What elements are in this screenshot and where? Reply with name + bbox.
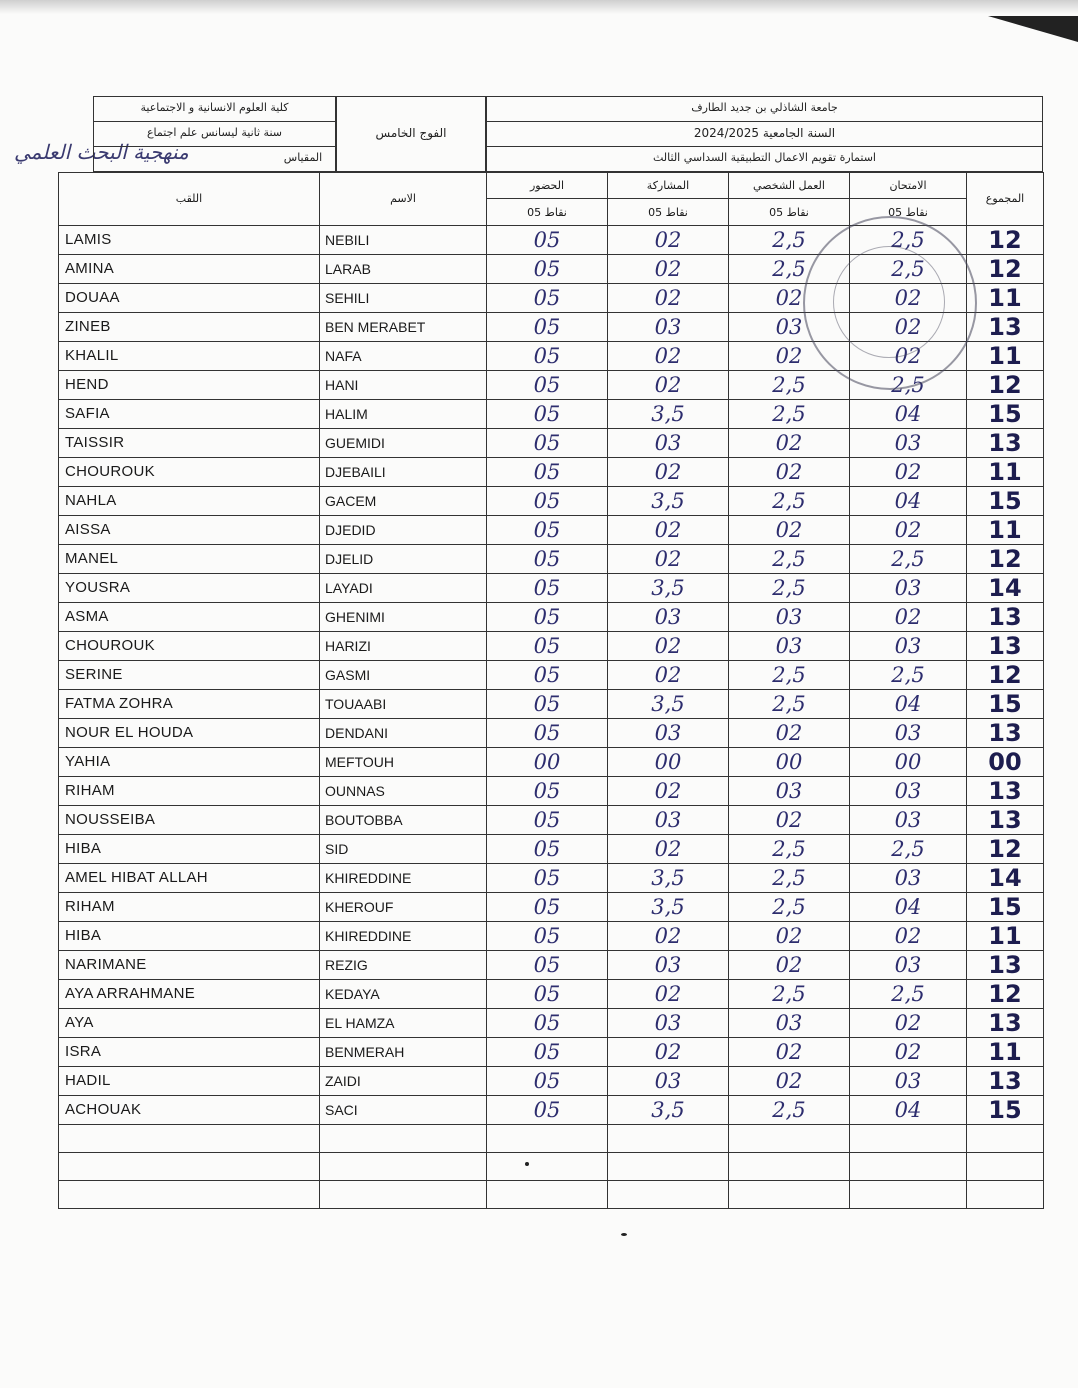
participation-mark: 3,5 bbox=[608, 1095, 729, 1124]
empty-row bbox=[59, 1124, 1044, 1152]
col-lastname: اللقب bbox=[59, 173, 320, 226]
total-mark: 12 bbox=[967, 370, 1044, 399]
academic-year: السنة الجامعية 2024/2025 bbox=[693, 126, 836, 140]
table-row bbox=[59, 950, 1044, 979]
student-lastname: AMEL HIBAT ALLAH bbox=[59, 863, 320, 892]
student-lastname: SERINE bbox=[59, 660, 320, 689]
empty-cell bbox=[967, 1152, 1044, 1180]
participation-mark: 03 bbox=[608, 718, 729, 747]
empty-cell bbox=[608, 1152, 729, 1180]
personal-work-mark: 02 bbox=[729, 515, 850, 544]
student-lastname: ACHOUAK bbox=[59, 1095, 320, 1124]
table-row bbox=[59, 486, 1044, 515]
exam-mark: 03 bbox=[850, 1066, 967, 1095]
exam-mark: 03 bbox=[850, 573, 967, 602]
exam-mark: 02 bbox=[850, 515, 967, 544]
col-total: المجموع bbox=[967, 173, 1044, 226]
col-personal-work: العمل الشخصي bbox=[729, 173, 850, 199]
personal-work-mark: 02 bbox=[729, 457, 850, 486]
attendance-mark: 05 bbox=[487, 370, 608, 399]
total-mark: 12 bbox=[967, 225, 1044, 254]
sheet-header bbox=[93, 96, 1043, 172]
student-firstname: GACEM bbox=[320, 486, 487, 515]
attendance-mark: 05 bbox=[487, 1095, 608, 1124]
student-firstname: GASMI bbox=[320, 660, 487, 689]
student-lastname: YAHIA bbox=[59, 747, 320, 776]
total-mark: 15 bbox=[967, 892, 1044, 921]
table-row bbox=[59, 515, 1044, 544]
attendance-mark: 05 bbox=[487, 1066, 608, 1095]
personal-work-mark: 02 bbox=[729, 950, 850, 979]
empty-cell bbox=[967, 1124, 1044, 1152]
total-mark: 13 bbox=[967, 631, 1044, 660]
student-firstname: GHENIMI bbox=[320, 602, 487, 631]
empty-row bbox=[59, 1180, 1044, 1208]
participation-mark: 03 bbox=[608, 428, 729, 457]
student-firstname: NEBILI bbox=[320, 225, 487, 254]
study-level: سنة ثانية ليسانس علم اجتماع bbox=[146, 126, 282, 139]
personal-work-mark: 02 bbox=[729, 921, 850, 950]
student-firstname: KEDAYA bbox=[320, 979, 487, 1008]
attendance-mark: 05 bbox=[487, 631, 608, 660]
personal-work-mark: 2,5 bbox=[729, 1095, 850, 1124]
total-mark: 11 bbox=[967, 341, 1044, 370]
student-firstname: DJELID bbox=[320, 544, 487, 573]
participation-mark: 03 bbox=[608, 1008, 729, 1037]
student-lastname: AMINA bbox=[59, 254, 320, 283]
personal-work-mark: 02 bbox=[729, 805, 850, 834]
student-lastname: NAHLA bbox=[59, 486, 320, 515]
total-mark: 15 bbox=[967, 1095, 1044, 1124]
student-firstname: SEHILI bbox=[320, 283, 487, 312]
personal-work-mark: 2,5 bbox=[729, 689, 850, 718]
attendance-mark: 05 bbox=[487, 718, 608, 747]
table-row bbox=[59, 399, 1044, 428]
student-lastname: DOUAA bbox=[59, 283, 320, 312]
personal-work-mark: 00 bbox=[729, 747, 850, 776]
personal-work-mark: 03 bbox=[729, 776, 850, 805]
attendance-mark: 05 bbox=[487, 660, 608, 689]
scan-speck bbox=[525, 1162, 529, 1166]
participation-mark: 02 bbox=[608, 370, 729, 399]
col-firstname: الاسم bbox=[320, 173, 487, 226]
attendance-mark: 05 bbox=[487, 457, 608, 486]
personal-work-mark: 02 bbox=[729, 341, 850, 370]
student-lastname: AISSA bbox=[59, 515, 320, 544]
scan-corner-mark bbox=[988, 16, 1078, 42]
sheet-title: استمارة تقويم الاعمال التطبيقية السداسي الثالث bbox=[653, 151, 876, 164]
empty-cell bbox=[487, 1180, 608, 1208]
scan-top-shadow bbox=[0, 0, 1078, 14]
attendance-mark: 05 bbox=[487, 1008, 608, 1037]
total-mark: 13 bbox=[967, 718, 1044, 747]
personal-work-mark: 02 bbox=[729, 428, 850, 457]
student-firstname: MEFTOUH bbox=[320, 747, 487, 776]
attendance-mark: 05 bbox=[487, 892, 608, 921]
participation-mark: 03 bbox=[608, 1066, 729, 1095]
table-row bbox=[59, 428, 1044, 457]
student-firstname: KHIREDDINE bbox=[320, 863, 487, 892]
table-row bbox=[59, 863, 1044, 892]
total-mark: 13 bbox=[967, 1066, 1044, 1095]
exam-mark: 02 bbox=[850, 921, 967, 950]
participation-mark: 3,5 bbox=[608, 486, 729, 515]
student-lastname: TAISSIR bbox=[59, 428, 320, 457]
empty-cell bbox=[850, 1124, 967, 1152]
student-lastname: ISRA bbox=[59, 1037, 320, 1066]
total-mark: 13 bbox=[967, 602, 1044, 631]
empty-row bbox=[59, 1152, 1044, 1180]
university-name: جامعة الشاذلي بن جديد الطارف bbox=[691, 101, 838, 114]
exam-mark: 03 bbox=[850, 718, 967, 747]
exam-mark: 2,5 bbox=[850, 834, 967, 863]
participation-mark: 02 bbox=[608, 776, 729, 805]
personal-work-mark: 2,5 bbox=[729, 892, 850, 921]
table-row bbox=[59, 631, 1044, 660]
exam-mark: 02 bbox=[850, 602, 967, 631]
attendance-mark: 05 bbox=[487, 399, 608, 428]
student-lastname: RIHAM bbox=[59, 776, 320, 805]
participation-mark: 02 bbox=[608, 544, 729, 573]
student-lastname: HADIL bbox=[59, 1066, 320, 1095]
exam-mark: 2,5 bbox=[850, 254, 967, 283]
student-lastname: HIBA bbox=[59, 834, 320, 863]
participation-mark: 02 bbox=[608, 834, 729, 863]
participation-mark: 02 bbox=[608, 1037, 729, 1066]
exam-mark: 2,5 bbox=[850, 660, 967, 689]
student-firstname: BOUTOBBA bbox=[320, 805, 487, 834]
personal-work-mark: 2,5 bbox=[729, 486, 850, 515]
personal-work-mark: 02 bbox=[729, 718, 850, 747]
personal-work-mark: 2,5 bbox=[729, 544, 850, 573]
exam-mark: 02 bbox=[850, 283, 967, 312]
col-exam: الامتحان bbox=[850, 173, 967, 199]
personal-work-mark: 2,5 bbox=[729, 225, 850, 254]
attendance-mark: 05 bbox=[487, 805, 608, 834]
attendance-mark: 05 bbox=[487, 428, 608, 457]
table-row bbox=[59, 805, 1044, 834]
student-lastname: SAFIA bbox=[59, 399, 320, 428]
empty-cell bbox=[320, 1180, 487, 1208]
empty-cell bbox=[487, 1152, 608, 1180]
student-lastname: ZINEB bbox=[59, 312, 320, 341]
total-mark: 11 bbox=[967, 1037, 1044, 1066]
student-firstname: BEN MERABET bbox=[320, 312, 487, 341]
table-row bbox=[59, 776, 1044, 805]
participation-mark: 02 bbox=[608, 515, 729, 544]
participation-mark: 03 bbox=[608, 312, 729, 341]
total-mark: 00 bbox=[967, 747, 1044, 776]
participation-mark: 03 bbox=[608, 602, 729, 631]
points-attendance: 05 نقاط bbox=[487, 199, 608, 225]
total-mark: 13 bbox=[967, 776, 1044, 805]
total-mark: 12 bbox=[967, 660, 1044, 689]
personal-work-mark: 2,5 bbox=[729, 660, 850, 689]
handwritten-module: منهجية البحث العلمي bbox=[14, 140, 189, 164]
empty-cell bbox=[850, 1152, 967, 1180]
participation-mark: 02 bbox=[608, 457, 729, 486]
exam-mark: 03 bbox=[850, 631, 967, 660]
empty-cell bbox=[608, 1180, 729, 1208]
participation-mark: 02 bbox=[608, 631, 729, 660]
attendance-mark: 05 bbox=[487, 1037, 608, 1066]
table-row bbox=[59, 544, 1044, 573]
personal-work-mark: 03 bbox=[729, 1008, 850, 1037]
exam-mark: 03 bbox=[850, 428, 967, 457]
exam-mark: 04 bbox=[850, 892, 967, 921]
student-firstname: LAYADI bbox=[320, 573, 487, 602]
total-mark: 11 bbox=[967, 283, 1044, 312]
personal-work-mark: 03 bbox=[729, 631, 850, 660]
attendance-mark: 05 bbox=[487, 312, 608, 341]
student-lastname: LAMIS bbox=[59, 225, 320, 254]
student-firstname: HANI bbox=[320, 370, 487, 399]
empty-cell bbox=[59, 1180, 320, 1208]
table-row bbox=[59, 573, 1044, 602]
exam-mark: 2,5 bbox=[850, 225, 967, 254]
participation-mark: 02 bbox=[608, 341, 729, 370]
grade-sheet bbox=[58, 96, 1043, 1124]
attendance-mark: 05 bbox=[487, 225, 608, 254]
student-firstname: SID bbox=[320, 834, 487, 863]
total-mark: 13 bbox=[967, 1008, 1044, 1037]
empty-cell bbox=[320, 1124, 487, 1152]
student-firstname: KHEROUF bbox=[320, 892, 487, 921]
empty-cell bbox=[729, 1152, 850, 1180]
empty-cell bbox=[967, 1180, 1044, 1208]
student-lastname: KHALIL bbox=[59, 341, 320, 370]
student-lastname: CHOUROUK bbox=[59, 457, 320, 486]
attendance-mark: 05 bbox=[487, 254, 608, 283]
table-row bbox=[59, 834, 1044, 863]
student-firstname: OUNNAS bbox=[320, 776, 487, 805]
empty-cell bbox=[320, 1152, 487, 1180]
attendance-mark: 05 bbox=[487, 573, 608, 602]
table-row bbox=[59, 1008, 1044, 1037]
exam-mark: 04 bbox=[850, 689, 967, 718]
table-row bbox=[59, 892, 1044, 921]
exam-mark: 02 bbox=[850, 312, 967, 341]
attendance-mark: 05 bbox=[487, 834, 608, 863]
exam-mark: 02 bbox=[850, 457, 967, 486]
student-lastname: MANEL bbox=[59, 544, 320, 573]
student-firstname: TOUAABI bbox=[320, 689, 487, 718]
personal-work-mark: 2,5 bbox=[729, 834, 850, 863]
personal-work-mark: 02 bbox=[729, 1037, 850, 1066]
student-lastname: HEND bbox=[59, 370, 320, 399]
personal-work-mark: 2,5 bbox=[729, 370, 850, 399]
participation-mark: 3,5 bbox=[608, 399, 729, 428]
faculty-name: كلية العلوم الانسانية و الاجتماعية bbox=[140, 101, 289, 114]
personal-work-mark: 2,5 bbox=[729, 254, 850, 283]
table-row bbox=[59, 1066, 1044, 1095]
attendance-mark: 05 bbox=[487, 689, 608, 718]
attendance-mark: 05 bbox=[487, 776, 608, 805]
student-firstname: NAFA bbox=[320, 341, 487, 370]
student-firstname: REZIG bbox=[320, 950, 487, 979]
exam-mark: 2,5 bbox=[850, 544, 967, 573]
empty-cell bbox=[850, 1180, 967, 1208]
student-firstname: LARAB bbox=[320, 254, 487, 283]
total-mark: 12 bbox=[967, 979, 1044, 1008]
table-row bbox=[59, 979, 1044, 1008]
col-attendance: الحضور bbox=[487, 173, 608, 199]
student-firstname: HALIM bbox=[320, 399, 487, 428]
total-mark: 12 bbox=[967, 834, 1044, 863]
total-mark: 12 bbox=[967, 254, 1044, 283]
attendance-mark: 05 bbox=[487, 341, 608, 370]
participation-mark: 02 bbox=[608, 660, 729, 689]
points-participation: 05 نقاط bbox=[608, 199, 729, 225]
exam-mark: 02 bbox=[850, 1037, 967, 1066]
student-lastname: RIHAM bbox=[59, 892, 320, 921]
participation-mark: 00 bbox=[608, 747, 729, 776]
participation-mark: 3,5 bbox=[608, 892, 729, 921]
student-lastname: NARIMANE bbox=[59, 950, 320, 979]
total-mark: 13 bbox=[967, 428, 1044, 457]
points-exam: 05 نقاط bbox=[850, 199, 967, 225]
empty-cell bbox=[729, 1124, 850, 1152]
exam-mark: 04 bbox=[850, 1095, 967, 1124]
empty-cell bbox=[59, 1152, 320, 1180]
exam-mark: 03 bbox=[850, 805, 967, 834]
participation-mark: 02 bbox=[608, 921, 729, 950]
student-firstname: BENMERAH bbox=[320, 1037, 487, 1066]
personal-work-mark: 2,5 bbox=[729, 399, 850, 428]
total-mark: 15 bbox=[967, 399, 1044, 428]
empty-cell bbox=[487, 1124, 608, 1152]
participation-mark: 02 bbox=[608, 283, 729, 312]
table-row bbox=[59, 1037, 1044, 1066]
participation-mark: 03 bbox=[608, 805, 729, 834]
attendance-mark: 05 bbox=[487, 602, 608, 631]
exam-mark: 03 bbox=[850, 950, 967, 979]
table-row bbox=[59, 921, 1044, 950]
exam-mark: 02 bbox=[850, 341, 967, 370]
table-row bbox=[59, 660, 1044, 689]
participation-mark: 02 bbox=[608, 254, 729, 283]
student-firstname: DENDANI bbox=[320, 718, 487, 747]
attendance-mark: 05 bbox=[487, 950, 608, 979]
scan-speck bbox=[621, 1233, 627, 1236]
personal-work-mark: 2,5 bbox=[729, 573, 850, 602]
participation-mark: 02 bbox=[608, 979, 729, 1008]
points-personal-work: 05 نقاط bbox=[729, 199, 850, 225]
participation-mark: 3,5 bbox=[608, 689, 729, 718]
total-mark: 15 bbox=[967, 689, 1044, 718]
attendance-mark: 05 bbox=[487, 921, 608, 950]
student-lastname: YOUSRA bbox=[59, 573, 320, 602]
total-mark: 11 bbox=[967, 457, 1044, 486]
student-lastname: AYA ARRAHMANE bbox=[59, 979, 320, 1008]
attendance-mark: 05 bbox=[487, 283, 608, 312]
personal-work-mark: 02 bbox=[729, 1066, 850, 1095]
attendance-mark: 05 bbox=[487, 515, 608, 544]
table-row bbox=[59, 718, 1044, 747]
student-lastname: CHOUROUK bbox=[59, 631, 320, 660]
student-firstname: KHIREDDINE bbox=[320, 921, 487, 950]
participation-mark: 03 bbox=[608, 950, 729, 979]
participation-mark: 3,5 bbox=[608, 573, 729, 602]
col-participation: المشاركة bbox=[608, 173, 729, 199]
student-lastname: NOUR EL HOUDA bbox=[59, 718, 320, 747]
total-mark: 14 bbox=[967, 573, 1044, 602]
empty-cell bbox=[608, 1124, 729, 1152]
official-stamp-inner bbox=[833, 246, 945, 358]
personal-work-mark: 03 bbox=[729, 602, 850, 631]
table-row bbox=[59, 457, 1044, 486]
exam-mark: 03 bbox=[850, 776, 967, 805]
exam-mark: 2,5 bbox=[850, 979, 967, 1008]
student-firstname: GUEMIDI bbox=[320, 428, 487, 457]
student-firstname: HARIZI bbox=[320, 631, 487, 660]
empty-cell bbox=[729, 1180, 850, 1208]
total-mark: 14 bbox=[967, 863, 1044, 892]
group-name: الفوج الخامس bbox=[375, 126, 447, 140]
total-mark: 12 bbox=[967, 544, 1044, 573]
student-lastname: AYA bbox=[59, 1008, 320, 1037]
table-row bbox=[59, 747, 1044, 776]
student-firstname: DJEDID bbox=[320, 515, 487, 544]
attendance-mark: 05 bbox=[487, 544, 608, 573]
exam-mark: 02 bbox=[850, 1008, 967, 1037]
table-row bbox=[59, 1095, 1044, 1124]
participation-mark: 02 bbox=[608, 225, 729, 254]
total-mark: 15 bbox=[967, 486, 1044, 515]
table-row bbox=[59, 602, 1044, 631]
module-label: المقياس bbox=[283, 151, 323, 164]
exam-mark: 03 bbox=[850, 863, 967, 892]
total-mark: 13 bbox=[967, 805, 1044, 834]
total-mark: 13 bbox=[967, 312, 1044, 341]
personal-work-mark: 2,5 bbox=[729, 979, 850, 1008]
attendance-mark: 00 bbox=[487, 747, 608, 776]
exam-mark: 00 bbox=[850, 747, 967, 776]
student-firstname: DJEBAILI bbox=[320, 457, 487, 486]
student-lastname: ASMA bbox=[59, 602, 320, 631]
personal-work-mark: 2,5 bbox=[729, 863, 850, 892]
exam-mark: 2,5 bbox=[850, 370, 967, 399]
total-mark: 11 bbox=[967, 921, 1044, 950]
personal-work-mark: 02 bbox=[729, 283, 850, 312]
empty-cell bbox=[59, 1124, 320, 1152]
student-firstname: EL HAMZA bbox=[320, 1008, 487, 1037]
student-lastname: HIBA bbox=[59, 921, 320, 950]
student-lastname: FATMA ZOHRA bbox=[59, 689, 320, 718]
student-firstname: SACI bbox=[320, 1095, 487, 1124]
total-mark: 13 bbox=[967, 950, 1044, 979]
student-firstname: ZAIDI bbox=[320, 1066, 487, 1095]
total-mark: 11 bbox=[967, 515, 1044, 544]
participation-mark: 3,5 bbox=[608, 863, 729, 892]
exam-mark: 04 bbox=[850, 399, 967, 428]
attendance-mark: 05 bbox=[487, 486, 608, 515]
attendance-mark: 05 bbox=[487, 863, 608, 892]
table-row bbox=[59, 689, 1044, 718]
exam-mark: 04 bbox=[850, 486, 967, 515]
student-lastname: NOUSSEIBA bbox=[59, 805, 320, 834]
attendance-mark: 05 bbox=[487, 979, 608, 1008]
personal-work-mark: 03 bbox=[729, 312, 850, 341]
